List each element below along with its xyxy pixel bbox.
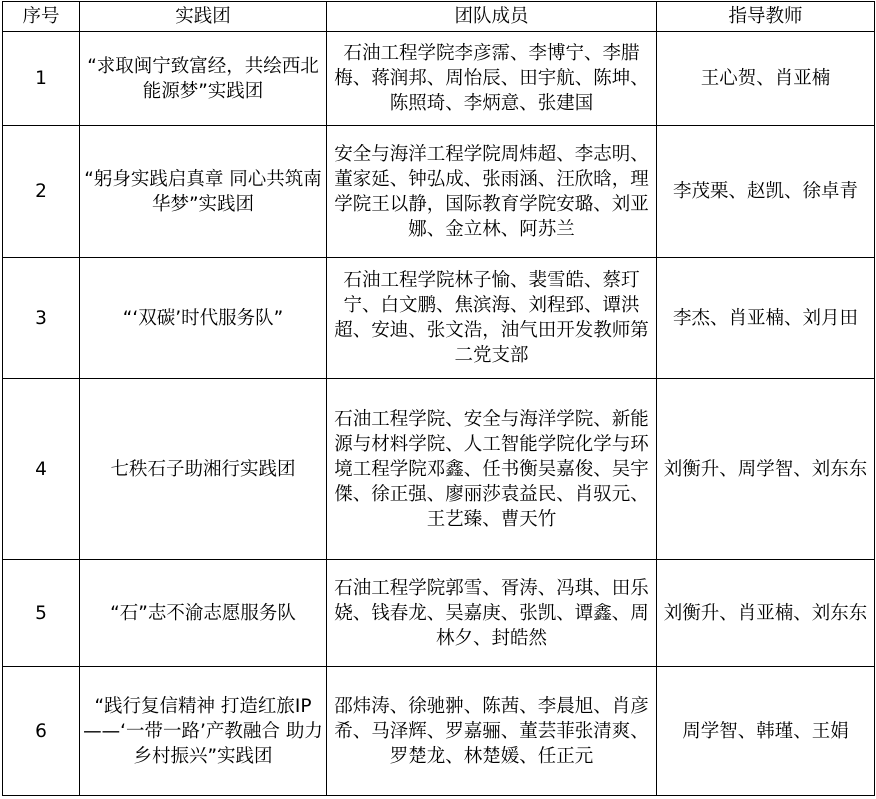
row-no: 1 <box>3 32 80 126</box>
row-team: “求取闽宁致富经，共绘西北能源梦”实践团 <box>80 32 327 126</box>
row-no: 4 <box>3 379 80 560</box>
header-teacher: 指导教师 <box>657 2 875 32</box>
row-members: 石油工程学院郭雪、胥涛、冯琪、田乐娆、钱春龙、吴嘉庚、张凯、谭鑫、周林夕、封皓然 <box>327 560 657 667</box>
row-members: 安全与海洋工程学院周炜超、李志明、董家延、钟弘成、张雨涵、汪欣晗，理学院王以静，国际教育学院安璐、刘亚娜、金立林、阿苏兰 <box>327 126 657 258</box>
row-members: 石油工程学院、安全与海洋学院、新能源与材料学院、人工智能学院化学与环境工程学院邓鑫、任书衡吴嘉俊、吴宇傑、徐正强、廖丽莎袁益民、肖驭元、王艺臻、曹天竹 <box>327 379 657 560</box>
header-members: 团队成员 <box>327 2 657 32</box>
row-teacher: 王心贺、肖亚楠 <box>657 32 875 126</box>
row-no: 6 <box>3 667 80 796</box>
table-row <box>3 667 875 796</box>
table-row <box>3 560 875 667</box>
row-team: 七秩石子助湘行实践团 <box>80 379 327 560</box>
row-teacher: 周学智、韩瑾、王娟 <box>657 667 875 796</box>
row-team: “践行复信精神 打造红旅IP——‘一带一路’产教融合 助力乡村振兴”实践团 <box>80 667 327 796</box>
table-row <box>3 126 875 258</box>
row-teacher: 刘衡升、周学智、刘东东 <box>657 379 875 560</box>
row-members: 邵炜涛、徐驰翀、陈茜、李晨旭、肖彦希、马泽辉、罗嘉骊、董芸菲张清爽、罗楚龙、林楚媛、任正元 <box>327 667 657 796</box>
header-team: 实践团 <box>80 2 327 32</box>
practice-team-table <box>2 1 875 796</box>
table-row <box>3 32 875 126</box>
row-team: “石”志不渝志愿服务队 <box>80 560 327 667</box>
table-row <box>3 258 875 379</box>
row-no: 2 <box>3 126 80 258</box>
row-no: 3 <box>3 258 80 379</box>
row-no: 5 <box>3 560 80 667</box>
table-row <box>3 379 875 560</box>
row-team: “躬身实践启真章 同心共筑南华梦”实践团 <box>80 126 327 258</box>
row-teacher: 李茂栗、赵凯、徐卓青 <box>657 126 875 258</box>
header-row <box>3 2 875 32</box>
header-no: 序号 <box>3 2 80 32</box>
row-team: “‘双碳’时代服务队” <box>80 258 327 379</box>
row-members: 石油工程学院李彦霈、李博宁、李腊梅、蒋润邦、周怡辰、田宇航、陈坤、陈照琦、李炳意、张建国 <box>327 32 657 126</box>
row-teacher: 刘衡升、肖亚楠、刘东东 <box>657 560 875 667</box>
row-teacher: 李杰、肖亚楠、刘月田 <box>657 258 875 379</box>
row-members: 石油工程学院林子愉、裴雪皓、蔡玎宁、白文鹏、焦滨海、刘程郅、谭洪超、安迪、张文浩，油气田开发教师第二党支部 <box>327 258 657 379</box>
